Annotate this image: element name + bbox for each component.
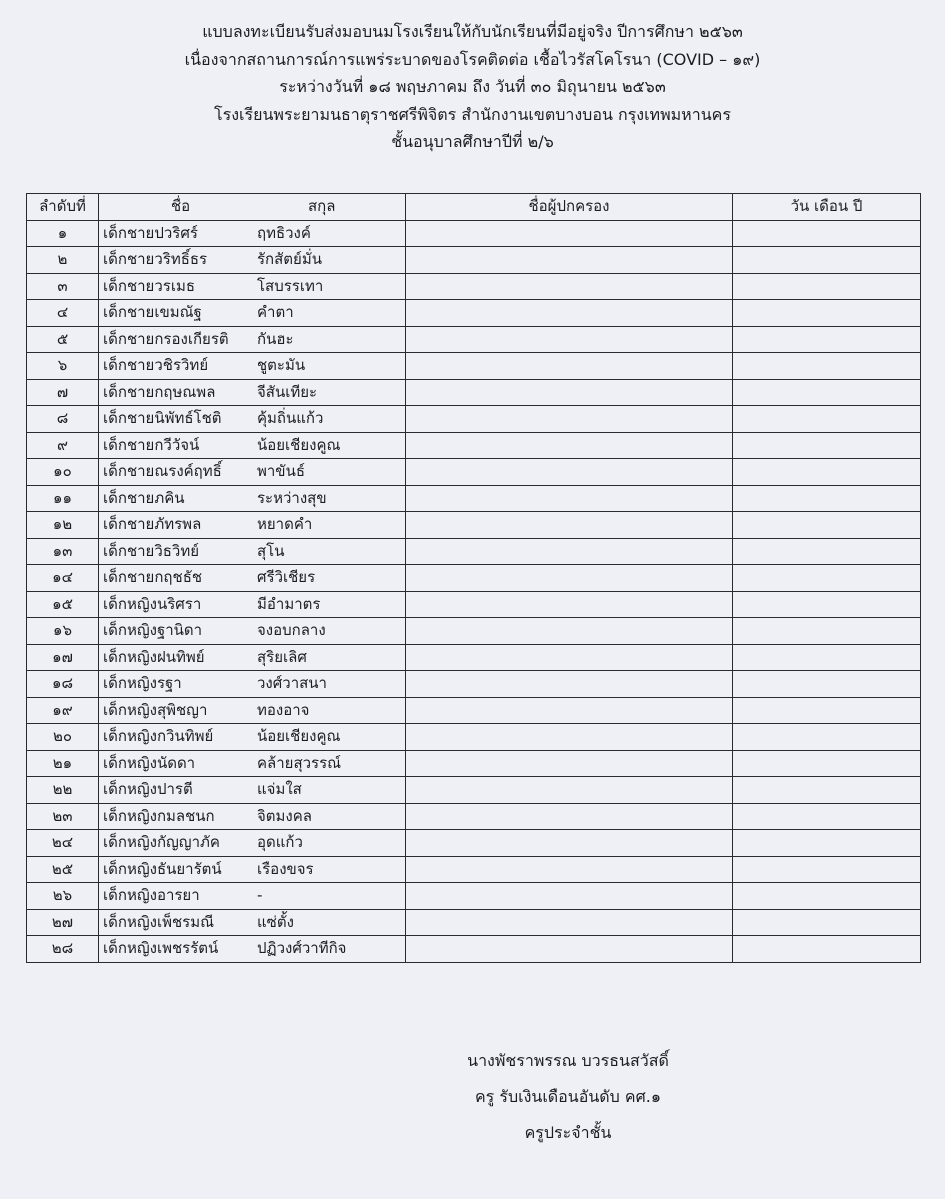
- table-row: [27, 830, 921, 857]
- student-last-name: ชูตะมัน: [257, 356, 306, 374]
- table-row: [27, 803, 921, 830]
- table-row: [27, 353, 921, 380]
- row-student-name: [99, 750, 406, 777]
- row-date-cell: [733, 856, 921, 883]
- student-first-name: เด็กชายกรองเกียรติ: [103, 329, 229, 348]
- row-guardian-cell: [406, 909, 733, 936]
- row-date-cell: [733, 697, 921, 724]
- student-first-name: เด็กชายวรเมธ: [103, 276, 195, 295]
- row-guardian-cell: [406, 830, 733, 857]
- row-guardian-cell: [406, 936, 733, 963]
- table-row: [27, 512, 921, 539]
- row-number: ๓: [27, 273, 99, 300]
- row-date-cell: [733, 353, 921, 380]
- student-last-name: โสบรรเทา: [257, 276, 324, 295]
- table-row: [27, 936, 921, 963]
- row-guardian-cell: [406, 618, 733, 645]
- row-number: ๖: [27, 353, 99, 380]
- row-date-cell: [733, 512, 921, 539]
- row-student-name: [99, 379, 406, 406]
- student-last-name: พาขันธ์: [257, 462, 305, 480]
- table-row: [27, 538, 921, 565]
- row-guardian-cell: [406, 644, 733, 671]
- row-guardian-cell: [406, 353, 733, 380]
- row-student-name: [99, 326, 406, 353]
- row-guardian-cell: [406, 459, 733, 486]
- header-number: ลำดับที่: [27, 194, 99, 221]
- row-student-name: [99, 883, 406, 910]
- student-first-name: เด็กหญิงปารตี: [103, 780, 193, 798]
- row-number: ๒๑: [27, 750, 99, 777]
- student-first-name: เด็กชายณรงค์ฤทธิ์: [103, 462, 222, 480]
- student-first-name: เด็กหญิงอารยา: [103, 886, 200, 904]
- row-number: ๑๒: [27, 512, 99, 539]
- table-row: [27, 565, 921, 592]
- row-number: ๒๘: [27, 936, 99, 963]
- row-guardian-cell: [406, 803, 733, 830]
- student-last-name: คุ้มถิ่นแก้ว: [257, 409, 324, 427]
- row-number: ๑๐: [27, 459, 99, 486]
- row-guardian-cell: [406, 565, 733, 592]
- table-row: [27, 220, 921, 247]
- row-number: ๒๗: [27, 909, 99, 936]
- signature-position: ครู รับเงินเดือนอันดับ คศ.๑: [474, 1087, 662, 1106]
- student-first-name: เด็กหญิงกวินทิพย์: [103, 727, 214, 745]
- row-number: ๑๖: [27, 618, 99, 645]
- header-date: วัน เดือน ปี: [733, 194, 921, 221]
- row-student-name: [99, 618, 406, 645]
- row-student-name: [99, 697, 406, 724]
- register-table: [26, 193, 921, 963]
- row-number: ๒๖: [27, 883, 99, 910]
- row-guardian-cell: [406, 591, 733, 618]
- row-number: ๘: [27, 406, 99, 433]
- row-guardian-cell: [406, 247, 733, 274]
- row-student-name: [99, 247, 406, 274]
- row-guardian-cell: [406, 750, 733, 777]
- student-last-name: รักสัตย์มั่น: [257, 250, 322, 268]
- row-number: ๑๓: [27, 538, 99, 565]
- student-first-name: เด็กชายวิธวิทย์: [103, 541, 200, 560]
- row-guardian-cell: [406, 406, 733, 433]
- row-number: ๑๔: [27, 565, 99, 592]
- row-date-cell: [733, 936, 921, 963]
- student-last-name: เรืองขจร: [257, 859, 314, 878]
- table-row: [27, 883, 921, 910]
- row-guardian-cell: [406, 326, 733, 353]
- row-number: ๑๘: [27, 671, 99, 698]
- student-last-name: ทองอาจ: [257, 700, 310, 719]
- row-number: ๒๓: [27, 803, 99, 830]
- student-first-name: เด็กชายวชิรวิทย์: [103, 356, 209, 374]
- row-student-name: [99, 459, 406, 486]
- row-date-cell: [733, 565, 921, 592]
- row-date-cell: [733, 724, 921, 751]
- row-date-cell: [733, 406, 921, 433]
- student-last-name: คำตา: [257, 303, 294, 321]
- student-first-name: เด็กชายวริทธิ์ธร: [103, 250, 208, 268]
- row-number: ๑๙: [27, 697, 99, 724]
- student-last-name: มีอำมาตร: [257, 594, 321, 613]
- row-student-name: [99, 538, 406, 565]
- row-date-cell: [733, 644, 921, 671]
- row-date-cell: [733, 591, 921, 618]
- row-number: ๑: [27, 220, 99, 247]
- student-first-name: เด็กชายนิพัทธ์โชติ: [103, 409, 222, 427]
- row-date-cell: [733, 459, 921, 486]
- row-date-cell: [733, 803, 921, 830]
- student-last-name: สุริยเลิศ: [257, 647, 307, 666]
- row-number: ๗: [27, 379, 99, 406]
- row-guardian-cell: [406, 671, 733, 698]
- row-student-name: [99, 724, 406, 751]
- table-row: [27, 432, 921, 459]
- row-guardian-cell: [406, 379, 733, 406]
- row-student-name: [99, 512, 406, 539]
- row-number: ๕: [27, 326, 99, 353]
- student-first-name: เด็กหญิงธันยารัตน์: [103, 859, 222, 878]
- row-date-cell: [733, 220, 921, 247]
- row-student-name: [99, 591, 406, 618]
- signature-role: ครูประจำชั้น: [524, 1123, 612, 1142]
- row-student-name: [99, 273, 406, 300]
- student-last-name: จีสันเทียะ: [257, 382, 318, 401]
- table-row: [27, 697, 921, 724]
- student-first-name: เด็กหญิงสุพิชญา: [103, 700, 208, 719]
- row-student-name: [99, 803, 406, 830]
- row-date-cell: [733, 300, 921, 327]
- row-guardian-cell: [406, 273, 733, 300]
- header-school: โรงเรียนพระยามนธาตุราชศรีพิจิตร สำนักงานเขตบางบอน กรุงเทพมหานคร: [214, 104, 731, 124]
- student-first-name: เด็กหญิงนัดดา: [103, 753, 196, 772]
- student-first-name: เด็กชายภัทรพล: [103, 515, 202, 533]
- row-number: ๑๑: [27, 485, 99, 512]
- row-date-cell: [733, 538, 921, 565]
- row-number: ๑๕: [27, 591, 99, 618]
- header-name-cell: [99, 194, 406, 221]
- row-student-name: [99, 565, 406, 592]
- row-student-name: [99, 909, 406, 936]
- table-row: [27, 591, 921, 618]
- row-guardian-cell: [406, 724, 733, 751]
- table-row: [27, 724, 921, 751]
- student-last-name: -: [257, 886, 263, 904]
- student-last-name: คล้ายสุวรรณ์: [257, 753, 342, 772]
- table-row: [27, 485, 921, 512]
- row-date-cell: [733, 247, 921, 274]
- row-date-cell: [733, 326, 921, 353]
- row-student-name: [99, 936, 406, 963]
- table-row: [27, 300, 921, 327]
- header-guardian: ชื่อผู้ปกครอง: [406, 194, 733, 221]
- student-last-name: กันฮะ: [257, 329, 294, 348]
- row-guardian-cell: [406, 883, 733, 910]
- student-last-name: แจ่มใส: [257, 780, 302, 798]
- row-student-name: [99, 777, 406, 804]
- row-date-cell: [733, 273, 921, 300]
- row-date-cell: [733, 671, 921, 698]
- row-guardian-cell: [406, 512, 733, 539]
- header-class: ชั้นอนุบาลศึกษาปีที่ ๒/๖: [391, 132, 554, 151]
- student-first-name: เด็กหญิงกมลชนก: [103, 806, 215, 825]
- table-row: [27, 326, 921, 353]
- row-student-name: [99, 671, 406, 698]
- row-date-cell: [733, 830, 921, 857]
- student-last-name: สุโน: [257, 541, 285, 560]
- row-number: ๔: [27, 300, 99, 327]
- table-row: [27, 644, 921, 671]
- row-student-name: [99, 353, 406, 380]
- header-covid-note: เนื่องจากสถานการณ์การแพร่ระบาดของโรคติดต่อ เชื้อไวรัสโคโรนา (COVID – ๑๙): [184, 49, 761, 69]
- table-row: [27, 273, 921, 300]
- row-date-cell: [733, 883, 921, 910]
- row-date-cell: [733, 909, 921, 936]
- row-student-name: [99, 485, 406, 512]
- student-first-name: เด็กหญิงฝนทิพย์: [103, 647, 205, 666]
- student-last-name: ฤทธิวงค์: [257, 223, 311, 242]
- table-row: [27, 379, 921, 406]
- row-number: ๒๐: [27, 724, 99, 751]
- row-student-name: [99, 432, 406, 459]
- row-guardian-cell: [406, 432, 733, 459]
- student-last-name: น้อยเชียงคูณ: [257, 727, 341, 745]
- row-student-name: [99, 220, 406, 247]
- student-last-name: ปฏิวงศ์วาทีกิจ: [257, 939, 347, 957]
- student-first-name: เด็กชายกฤชธัช: [103, 568, 203, 586]
- row-date-cell: [733, 750, 921, 777]
- student-last-name: ศรีวิเชียร: [257, 568, 316, 586]
- row-guardian-cell: [406, 856, 733, 883]
- student-first-name: เด็กหญิงกัญญาภัค: [103, 833, 220, 851]
- table-row: [27, 750, 921, 777]
- student-first-name: เด็กชายเขมณัฐ: [103, 303, 202, 321]
- student-last-name: อุดแก้ว: [257, 833, 303, 851]
- table-row: [27, 459, 921, 486]
- student-last-name: วงศ์วาสนา: [257, 674, 327, 692]
- student-first-name: เด็กหญิงเพชรรัตน์: [103, 939, 219, 957]
- row-guardian-cell: [406, 485, 733, 512]
- row-number: ๑๗: [27, 644, 99, 671]
- row-date-cell: [733, 432, 921, 459]
- student-first-name: เด็กหญิงเพ็ชรมณี: [103, 912, 214, 931]
- student-first-name: เด็กชายภคิน: [103, 488, 185, 507]
- row-number: ๒: [27, 247, 99, 274]
- header-title: แบบลงทะเบียนรับส่งมอบนมโรงเรียนให้กับนักเรียนที่มีอยู่จริง ปีการศึกษา ๒๕๖๓: [202, 22, 743, 41]
- student-last-name: จงอบกลาง: [257, 621, 326, 639]
- student-first-name: เด็กชายกวีวัจน์: [103, 435, 200, 454]
- student-first-name: เด็กหญิงฐานิดา: [103, 621, 203, 639]
- row-student-name: [99, 406, 406, 433]
- row-guardian-cell: [406, 220, 733, 247]
- row-guardian-cell: [406, 697, 733, 724]
- table-row: [27, 247, 921, 274]
- student-last-name: น้อยเชียงคูณ: [257, 435, 341, 454]
- row-student-name: [99, 300, 406, 327]
- student-first-name: เด็กชายปวริศร์: [103, 223, 198, 242]
- table-row: [27, 671, 921, 698]
- student-last-name: แซ่ตั้ง: [257, 912, 294, 931]
- student-last-name: จิตมงคล: [257, 806, 312, 825]
- signature-name: นางพัชราพรรณ บวรธนสวัสดิ์: [467, 1051, 669, 1070]
- row-date-cell: [733, 379, 921, 406]
- student-first-name: เด็กชายกฤษณพล: [103, 382, 216, 401]
- row-date-cell: [733, 777, 921, 804]
- row-guardian-cell: [406, 777, 733, 804]
- header-last-name: สกุล: [308, 197, 336, 216]
- document-header: [0, 18, 945, 156]
- table-header-row: [27, 194, 921, 221]
- table-row: [27, 777, 921, 804]
- table-row: [27, 406, 921, 433]
- row-date-cell: [733, 485, 921, 512]
- student-last-name: หยาดคำ: [257, 515, 313, 533]
- header-first-name: ชื่อ: [171, 197, 191, 216]
- row-number: ๒๕: [27, 856, 99, 883]
- table-row: [27, 909, 921, 936]
- header-date-range: ระหว่างวันที่ ๑๘ พฤษภาคม ถึง วันที่ ๓๐ มิถุนายน ๒๕๖๓: [279, 77, 666, 96]
- student-last-name: ระหว่างสุข: [257, 488, 327, 507]
- table-row: [27, 856, 921, 883]
- table-row: [27, 618, 921, 645]
- row-number: ๒๒: [27, 777, 99, 804]
- student-first-name: เด็กหญิงนริศรา: [103, 594, 202, 613]
- signature-block: [418, 1043, 718, 1151]
- row-guardian-cell: [406, 300, 733, 327]
- student-first-name: เด็กหญิงรฐา: [103, 674, 182, 692]
- row-student-name: [99, 856, 406, 883]
- row-student-name: [99, 644, 406, 671]
- row-number: ๒๔: [27, 830, 99, 857]
- row-date-cell: [733, 618, 921, 645]
- row-student-name: [99, 830, 406, 857]
- row-guardian-cell: [406, 538, 733, 565]
- row-number: ๙: [27, 432, 99, 459]
